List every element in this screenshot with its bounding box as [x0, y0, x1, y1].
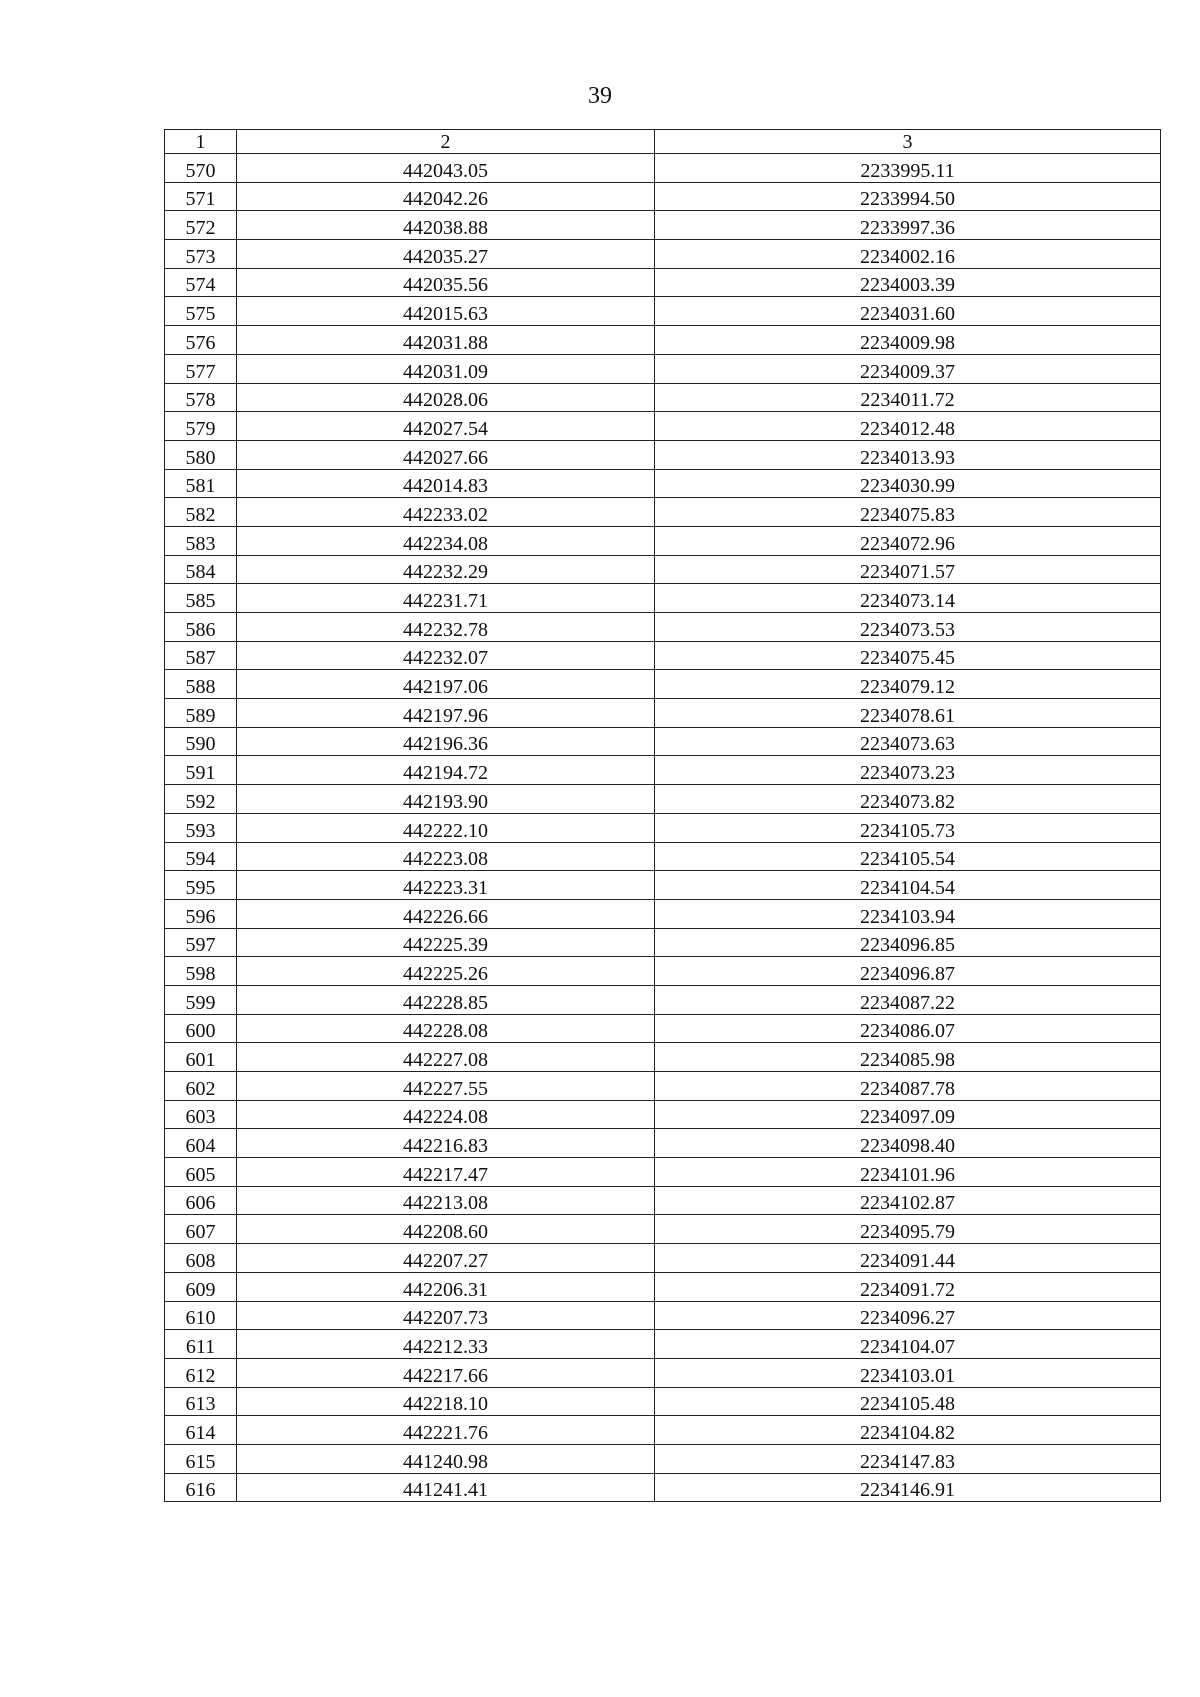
table-row	[165, 985, 1161, 1014]
table-row	[165, 670, 1161, 699]
x-coordinate-cell: 442197.96	[237, 699, 655, 728]
table-row	[165, 498, 1161, 527]
point-number-cell: 604	[165, 1129, 237, 1158]
point-number-cell: 571	[165, 182, 237, 211]
y-coordinate-cell: 2234098.40	[655, 1129, 1161, 1158]
point-number-cell: 589	[165, 699, 237, 728]
x-coordinate-cell: 442227.55	[237, 1072, 655, 1101]
table-row	[165, 1416, 1161, 1445]
x-coordinate-cell: 442232.78	[237, 613, 655, 642]
column-header-3: 3	[655, 130, 1161, 154]
point-number-cell: 595	[165, 871, 237, 900]
point-number-cell: 574	[165, 268, 237, 297]
point-number-cell: 578	[165, 383, 237, 412]
y-coordinate-cell: 2234012.48	[655, 412, 1161, 441]
table-row	[165, 871, 1161, 900]
x-coordinate-cell: 442223.31	[237, 871, 655, 900]
table-row	[165, 1014, 1161, 1043]
x-coordinate-cell: 441240.98	[237, 1444, 655, 1473]
y-coordinate-cell: 2234105.54	[655, 842, 1161, 871]
table-row	[165, 383, 1161, 412]
y-coordinate-cell: 2234102.87	[655, 1186, 1161, 1215]
point-number-cell: 584	[165, 555, 237, 584]
table-row	[165, 268, 1161, 297]
table-row	[165, 1272, 1161, 1301]
table-row	[165, 240, 1161, 269]
x-coordinate-cell: 442207.27	[237, 1244, 655, 1273]
point-number-cell: 613	[165, 1387, 237, 1416]
table-row	[165, 584, 1161, 613]
point-number-cell: 599	[165, 985, 237, 1014]
y-coordinate-cell: 2234075.45	[655, 641, 1161, 670]
y-coordinate-cell: 2234073.82	[655, 785, 1161, 814]
x-coordinate-cell: 442217.66	[237, 1358, 655, 1387]
x-coordinate-cell: 442233.02	[237, 498, 655, 527]
x-coordinate-cell: 442221.76	[237, 1416, 655, 1445]
point-number-cell: 598	[165, 957, 237, 986]
coordinates-table	[164, 129, 1161, 1502]
table-row	[165, 326, 1161, 355]
table-row	[165, 526, 1161, 555]
table-row	[165, 1215, 1161, 1244]
y-coordinate-cell: 2234095.79	[655, 1215, 1161, 1244]
point-number-cell: 601	[165, 1043, 237, 1072]
table-row	[165, 785, 1161, 814]
x-coordinate-cell: 442234.08	[237, 526, 655, 555]
x-coordinate-cell: 442014.83	[237, 469, 655, 498]
point-number-cell: 611	[165, 1330, 237, 1359]
table-row	[165, 1358, 1161, 1387]
y-coordinate-cell: 2234009.98	[655, 326, 1161, 355]
point-number-cell: 606	[165, 1186, 237, 1215]
y-coordinate-cell: 2234078.61	[655, 699, 1161, 728]
point-number-cell: 616	[165, 1473, 237, 1502]
x-coordinate-cell: 442223.08	[237, 842, 655, 871]
x-coordinate-cell: 442206.31	[237, 1272, 655, 1301]
point-number-cell: 582	[165, 498, 237, 527]
y-coordinate-cell: 2234101.96	[655, 1158, 1161, 1187]
x-coordinate-cell: 442015.63	[237, 297, 655, 326]
x-coordinate-cell: 442225.26	[237, 957, 655, 986]
y-coordinate-cell: 2234097.09	[655, 1100, 1161, 1129]
y-coordinate-cell: 2234085.98	[655, 1043, 1161, 1072]
x-coordinate-cell: 442232.29	[237, 555, 655, 584]
table-row	[165, 1301, 1161, 1330]
x-coordinate-cell: 442035.27	[237, 240, 655, 269]
y-coordinate-cell: 2233994.50	[655, 182, 1161, 211]
table-row	[165, 842, 1161, 871]
table-row	[165, 1072, 1161, 1101]
x-coordinate-cell: 442207.73	[237, 1301, 655, 1330]
table-body	[165, 154, 1161, 1502]
y-coordinate-cell: 2234087.22	[655, 985, 1161, 1014]
x-coordinate-cell: 442028.06	[237, 383, 655, 412]
y-coordinate-cell: 2234096.87	[655, 957, 1161, 986]
table-row	[165, 957, 1161, 986]
x-coordinate-cell: 442222.10	[237, 813, 655, 842]
x-coordinate-cell: 442038.88	[237, 211, 655, 240]
table-row	[165, 1473, 1161, 1502]
point-number-cell: 607	[165, 1215, 237, 1244]
table-row	[165, 555, 1161, 584]
x-coordinate-cell: 442194.72	[237, 756, 655, 785]
y-coordinate-cell: 2234096.27	[655, 1301, 1161, 1330]
point-number-cell: 570	[165, 154, 237, 183]
table-row	[165, 899, 1161, 928]
point-number-cell: 608	[165, 1244, 237, 1273]
y-coordinate-cell: 2234072.96	[655, 526, 1161, 555]
point-number-cell: 581	[165, 469, 237, 498]
y-coordinate-cell: 2234096.85	[655, 928, 1161, 957]
y-coordinate-cell: 2234146.91	[655, 1473, 1161, 1502]
point-number-cell: 593	[165, 813, 237, 842]
table-row	[165, 1186, 1161, 1215]
x-coordinate-cell: 442228.85	[237, 985, 655, 1014]
y-coordinate-cell: 2234087.78	[655, 1072, 1161, 1101]
y-coordinate-cell: 2234086.07	[655, 1014, 1161, 1043]
y-coordinate-cell: 2234079.12	[655, 670, 1161, 699]
table-row	[165, 412, 1161, 441]
x-coordinate-cell: 442212.33	[237, 1330, 655, 1359]
point-number-cell: 583	[165, 526, 237, 555]
point-number-cell: 587	[165, 641, 237, 670]
x-coordinate-cell: 442197.06	[237, 670, 655, 699]
point-number-cell: 585	[165, 584, 237, 613]
table-row	[165, 469, 1161, 498]
table-row	[165, 354, 1161, 383]
table-row	[165, 699, 1161, 728]
x-coordinate-cell: 442193.90	[237, 785, 655, 814]
y-coordinate-cell: 2234104.82	[655, 1416, 1161, 1445]
x-coordinate-cell: 442225.39	[237, 928, 655, 957]
table-row	[165, 182, 1161, 211]
x-coordinate-cell: 442217.47	[237, 1158, 655, 1187]
x-coordinate-cell: 442196.36	[237, 727, 655, 756]
x-coordinate-cell: 442232.07	[237, 641, 655, 670]
y-coordinate-cell: 2234147.83	[655, 1444, 1161, 1473]
point-number-cell: 576	[165, 326, 237, 355]
y-coordinate-cell: 2234031.60	[655, 297, 1161, 326]
table-row	[165, 1158, 1161, 1187]
x-coordinate-cell: 442208.60	[237, 1215, 655, 1244]
table-row	[165, 297, 1161, 326]
y-coordinate-cell: 2234013.93	[655, 440, 1161, 469]
point-number-cell: 612	[165, 1358, 237, 1387]
y-coordinate-cell: 2234103.94	[655, 899, 1161, 928]
point-number-cell: 605	[165, 1158, 237, 1187]
point-number-cell: 600	[165, 1014, 237, 1043]
y-coordinate-cell: 2234011.72	[655, 383, 1161, 412]
point-number-cell: 579	[165, 412, 237, 441]
table-row	[165, 928, 1161, 957]
y-coordinate-cell: 2234003.39	[655, 268, 1161, 297]
x-coordinate-cell: 442042.26	[237, 182, 655, 211]
x-coordinate-cell: 441241.41	[237, 1473, 655, 1502]
point-number-cell: 572	[165, 211, 237, 240]
page-number: 39	[588, 83, 612, 109]
table-row	[165, 1100, 1161, 1129]
table-row	[165, 1444, 1161, 1473]
x-coordinate-cell: 442226.66	[237, 899, 655, 928]
x-coordinate-cell: 442227.08	[237, 1043, 655, 1072]
y-coordinate-cell: 2234105.48	[655, 1387, 1161, 1416]
table-row	[165, 1387, 1161, 1416]
point-number-cell: 610	[165, 1301, 237, 1330]
table-row	[165, 813, 1161, 842]
x-coordinate-cell: 442027.54	[237, 412, 655, 441]
table-row	[165, 1129, 1161, 1158]
x-coordinate-cell: 442031.09	[237, 354, 655, 383]
y-coordinate-cell: 2234073.63	[655, 727, 1161, 756]
y-coordinate-cell: 2233997.36	[655, 211, 1161, 240]
point-number-cell: 586	[165, 613, 237, 642]
y-coordinate-cell: 2234073.14	[655, 584, 1161, 613]
table-row	[165, 211, 1161, 240]
point-number-cell: 609	[165, 1272, 237, 1301]
column-header-1: 1	[165, 130, 237, 154]
y-coordinate-cell: 2234105.73	[655, 813, 1161, 842]
point-number-cell: 580	[165, 440, 237, 469]
table-row	[165, 1330, 1161, 1359]
y-coordinate-cell: 2234009.37	[655, 354, 1161, 383]
point-number-cell: 603	[165, 1100, 237, 1129]
point-number-cell: 575	[165, 297, 237, 326]
point-number-cell: 591	[165, 756, 237, 785]
point-number-cell: 596	[165, 899, 237, 928]
point-number-cell: 597	[165, 928, 237, 957]
table-row	[165, 756, 1161, 785]
y-coordinate-cell: 2233995.11	[655, 154, 1161, 183]
x-coordinate-cell: 442231.71	[237, 584, 655, 613]
point-number-cell: 592	[165, 785, 237, 814]
y-coordinate-cell: 2234073.23	[655, 756, 1161, 785]
point-number-cell: 615	[165, 1444, 237, 1473]
y-coordinate-cell: 2234104.07	[655, 1330, 1161, 1359]
point-number-cell: 590	[165, 727, 237, 756]
point-number-cell: 602	[165, 1072, 237, 1101]
point-number-cell: 614	[165, 1416, 237, 1445]
x-coordinate-cell: 442031.88	[237, 326, 655, 355]
table-row	[165, 613, 1161, 642]
y-coordinate-cell: 2234091.44	[655, 1244, 1161, 1273]
y-coordinate-cell: 2234075.83	[655, 498, 1161, 527]
table-row	[165, 641, 1161, 670]
table-row	[165, 154, 1161, 183]
y-coordinate-cell: 2234073.53	[655, 613, 1161, 642]
x-coordinate-cell: 442216.83	[237, 1129, 655, 1158]
y-coordinate-cell: 2234071.57	[655, 555, 1161, 584]
point-number-cell: 594	[165, 842, 237, 871]
x-coordinate-cell: 442035.56	[237, 268, 655, 297]
x-coordinate-cell: 442027.66	[237, 440, 655, 469]
x-coordinate-cell: 442228.08	[237, 1014, 655, 1043]
column-header-2: 2	[237, 130, 655, 154]
table-row	[165, 1043, 1161, 1072]
x-coordinate-cell: 442224.08	[237, 1100, 655, 1129]
x-coordinate-cell: 442043.05	[237, 154, 655, 183]
y-coordinate-cell: 2234002.16	[655, 240, 1161, 269]
point-number-cell: 588	[165, 670, 237, 699]
y-coordinate-cell: 2234103.01	[655, 1358, 1161, 1387]
table-row	[165, 727, 1161, 756]
point-number-cell: 577	[165, 354, 237, 383]
x-coordinate-cell: 442218.10	[237, 1387, 655, 1416]
table-row	[165, 440, 1161, 469]
table-header-row	[165, 130, 1161, 154]
table-row	[165, 1244, 1161, 1273]
point-number-cell: 573	[165, 240, 237, 269]
x-coordinate-cell: 442213.08	[237, 1186, 655, 1215]
y-coordinate-cell: 2234030.99	[655, 469, 1161, 498]
y-coordinate-cell: 2234091.72	[655, 1272, 1161, 1301]
y-coordinate-cell: 2234104.54	[655, 871, 1161, 900]
